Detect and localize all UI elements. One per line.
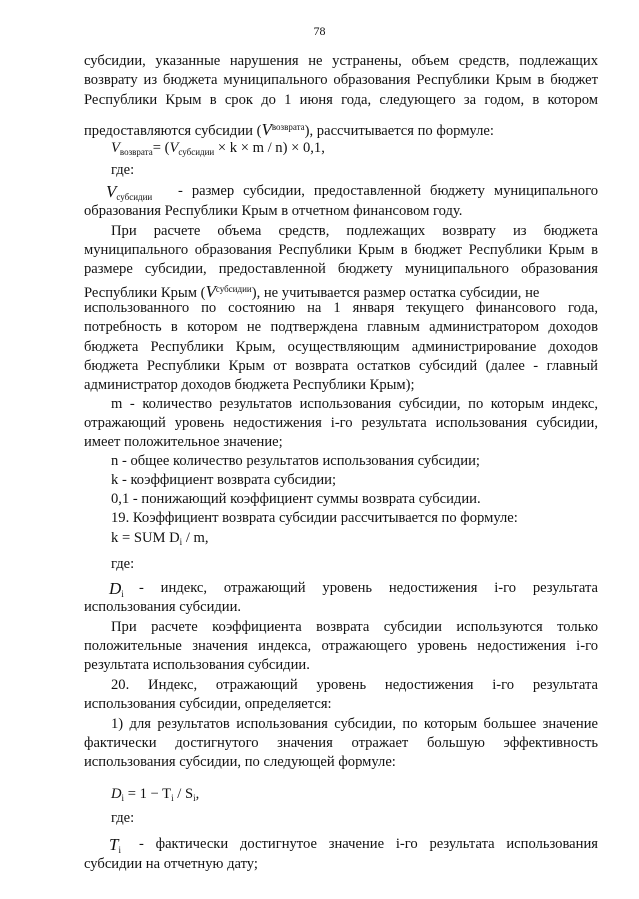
symbol-t: T [109, 835, 119, 854]
formula-3 [111, 786, 625, 807]
text-line: субсидии на отчетную дату; [84, 856, 258, 872]
formula-subscript: i [121, 793, 125, 803]
text-line: 20. Индекс, отражающий уровень недостижения i-го результата [111, 677, 598, 693]
text-line: Республики Крым в срок до 1 июня года, следующего за годом, в котором [84, 92, 598, 108]
symbol-d: D [109, 579, 122, 598]
text-line: возврату из бюджета муниципального образования Республики Крым в бюджет [84, 72, 598, 88]
text-fragment: Республики Крым ( [84, 285, 206, 301]
formula-comma: , [321, 140, 325, 156]
text-line: использования субсидии, по следующей формуле: [84, 754, 396, 770]
formula-symbol: V [169, 140, 179, 156]
formula-comma: , [204, 530, 209, 546]
formula-2 [111, 530, 625, 551]
text-line: 19. Коэффициент возврата субсидии рассчитывается по формуле: [111, 510, 518, 526]
text-fragment: - фактически достигнутое значение i-го результата использования [139, 836, 598, 852]
text-fragment: ), рассчитывается по формуле: [304, 123, 494, 139]
formula-1 [111, 140, 625, 161]
text-line: отражающий уровень недостижения i-го результата использования субсидии, [84, 415, 598, 431]
symbol-t-subscript: i [118, 845, 121, 855]
symbol-v: V [205, 282, 216, 301]
text-line: использованного по состоянию на 1 января текущего финансового года, [84, 300, 598, 316]
formula-part: = 1 − T [124, 786, 172, 802]
formula-symbol: V [111, 140, 120, 156]
formula-comma: , [195, 786, 200, 802]
formula-part: / S [173, 786, 194, 802]
text-fragment: ), не учитывается размер остатка субсидии, не [251, 285, 540, 301]
text-line-with-symbol [84, 281, 598, 302]
formula-subscript: i [171, 793, 174, 803]
text-fragment: предоставляются субсидии ( [84, 123, 262, 139]
text-line: результата использования субсидии. [84, 657, 310, 673]
text-line: использования субсидии. [84, 599, 242, 615]
text-line: размере субсидии, предоставленной бюджету муниципального образования [84, 261, 598, 277]
text-line: 1) для результатов использования субсидии, по которым большее значение [111, 716, 598, 732]
text-line: бюджета Республики Крым от возврата остатков субсидий (далее - главный [84, 358, 598, 374]
text-line: использования субсидии, определяется: [84, 696, 332, 712]
text-fragment: - индекс, отражающий уровень недостижения i-го результата [139, 580, 598, 596]
where-label: где: [111, 556, 135, 572]
text-line: имеет положительное значение; [84, 434, 283, 450]
text-line: k - коэффициент возврата субсидии; [111, 472, 337, 488]
text-fragment: - размер субсидии, предоставленной бюджету муниципального [178, 183, 598, 199]
formula-symbol: D [111, 786, 122, 802]
formula-subscript: возврата [119, 147, 153, 157]
symbol-v-subscript: субсидии [116, 192, 153, 202]
text-line: положительные значения индекса, отражающего уровень недостижения i-го [84, 638, 598, 654]
formula-part: / m [182, 530, 205, 546]
where-label: где: [111, 162, 135, 178]
formula-part: × k × m / n) × 0,1 [214, 140, 322, 156]
text-line: администратор доходов бюджета Республики Крым); [84, 377, 415, 393]
text-line: образования Республики Крым в отчетном финансовом году. [84, 203, 463, 219]
symbol-v: V [106, 182, 117, 201]
text-line: При расчете коэффициента возврата субсидии используются только [111, 619, 598, 635]
formula-part: k = SUM D [111, 530, 180, 546]
text-line: n - общее количество результатов использования субсидии; [111, 453, 480, 469]
text-line: субсидии, указанные нарушения не устранены, объем средств, подлежащих [84, 53, 598, 69]
text-line: При расчете объема средств, подлежащих возврату из бюджета [111, 223, 598, 239]
formula-subscript: i [193, 793, 196, 803]
text-line: 0,1 - понижающий коэффициент суммы возврата субсидии. [111, 491, 481, 507]
formula-part: = ( [152, 140, 170, 156]
text-line-with-symbol [84, 119, 598, 140]
text-line: потребность в котором не подтверждена главным администратором доходов [84, 319, 598, 335]
formula-subscript: субсидии [178, 147, 215, 157]
formula-subscript: i [179, 537, 183, 547]
page-number: 78 [313, 24, 326, 38]
where-label: где: [111, 810, 135, 826]
text-line: m - количество результатов использования субсидии, по которым индекс, [111, 396, 598, 412]
symbol-v: V [261, 120, 272, 139]
text-line: бюджета Республики Крым, осуществляющим администрирование доходов [84, 339, 598, 355]
symbol-v-superscript: возврата [271, 122, 305, 132]
text-line: фактически достигнутого значения отражает большую эффективность [84, 735, 598, 751]
symbol-d-subscript: i [121, 589, 124, 599]
text-line: муниципального образования Республики Крым в бюджет Республики Крым в [84, 242, 598, 258]
symbol-v-superscript: субсидии [215, 284, 252, 294]
